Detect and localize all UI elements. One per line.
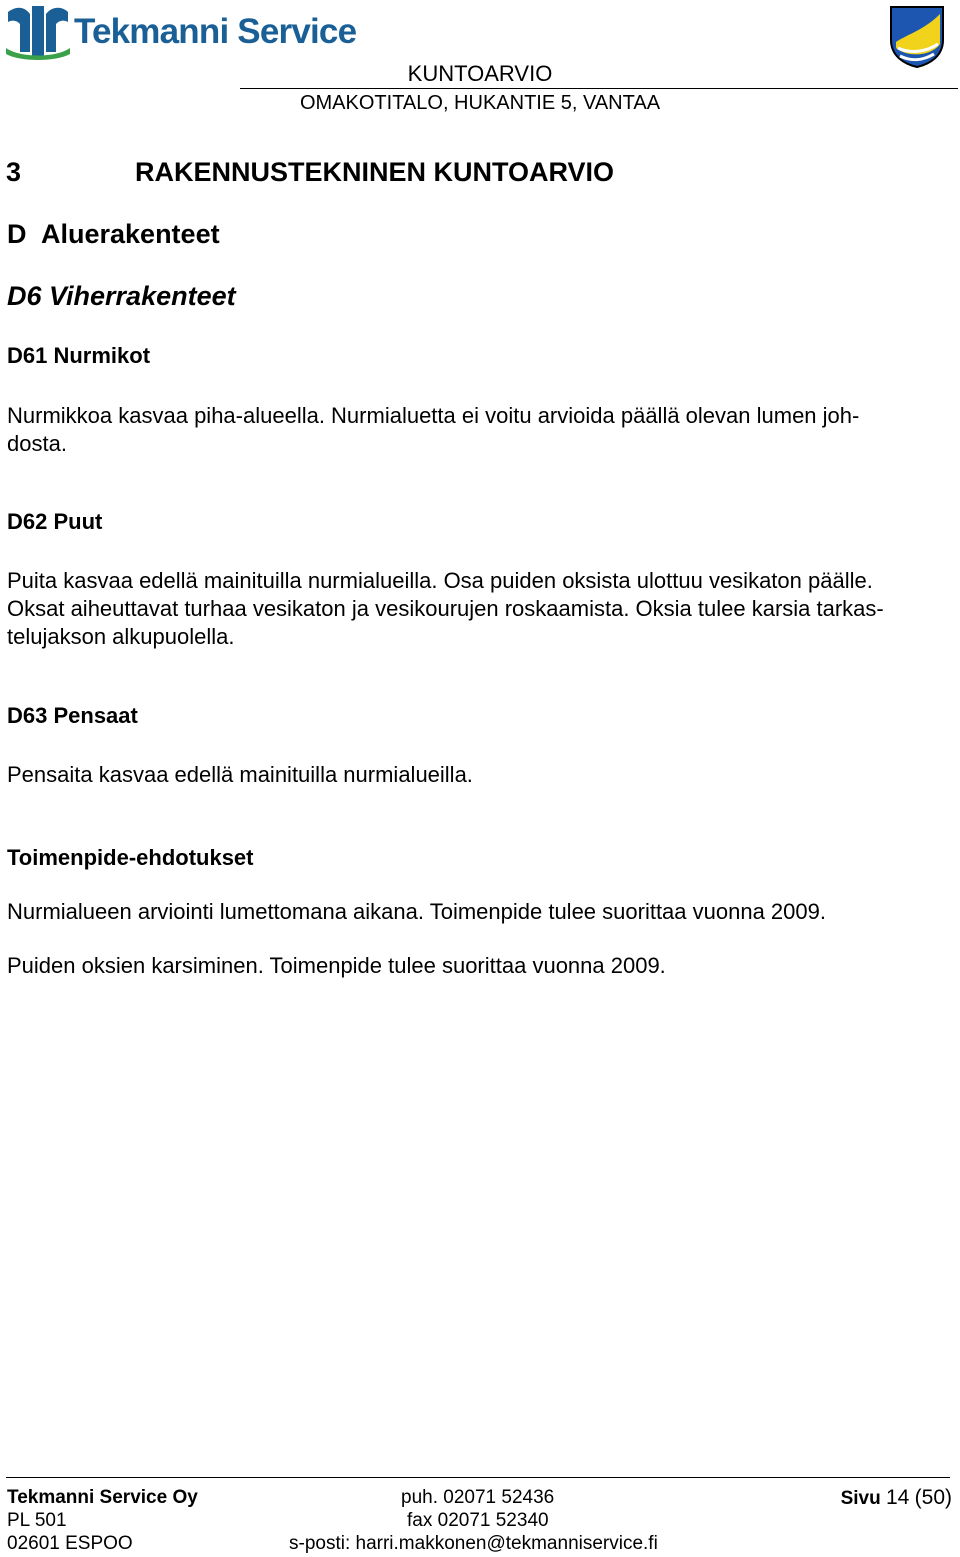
footer-page-total: (50) xyxy=(914,1486,952,1509)
d62-text-line3: telujakson alkupuolella. xyxy=(7,624,235,649)
d61-text-line1: Nurmikkoa kasvaa piha-alueella. Nurmialuetta ei voitu arvioida päällä olevan lumen joh- xyxy=(7,403,860,428)
action-item-1: Nurmialueen arviointi lumettomana aikana. Toimenpide tulee suorittaa vuonna 2009. xyxy=(7,899,826,924)
municipal-crest xyxy=(888,4,946,68)
d61-heading: D61 Nurmikot xyxy=(7,343,151,368)
logo-wordmark: Tekmanni Service xyxy=(74,12,357,51)
d62-text-line2: Oksat aiheuttavat turhaa vesikaton ja vesikourujen roskaamista. Oksia tulee karsia tarkas- xyxy=(7,596,884,621)
footer-pobox: PL 501 xyxy=(7,1510,67,1531)
logo-emblem-right-icon xyxy=(46,8,68,52)
category-title: Aluerakenteet xyxy=(41,219,220,249)
action-item-2: Puiden oksien karsiminen. Toimenpide tulee suorittaa vuonna 2009. xyxy=(7,953,666,978)
footer-city: 02601 ESPOO xyxy=(7,1533,133,1554)
actions-heading: Toimenpide-ehdotukset xyxy=(7,845,254,870)
footer-divider xyxy=(6,1477,950,1478)
footer-fax: fax 02071 52340 xyxy=(407,1510,549,1531)
header-divider xyxy=(240,88,958,89)
footer-email: s-posti: harri.makkonen@tekmanniservice.fi xyxy=(289,1533,658,1554)
d62-text-line1: Puita kasvaa edellä mainituilla nurmialueilla. Osa puiden oksista ulottuu vesikaton päälle. xyxy=(7,568,873,593)
footer-company: Tekmanni Service Oy xyxy=(7,1487,198,1508)
category-code: D xyxy=(7,219,27,249)
footer-page-label: Sivu xyxy=(840,1488,881,1509)
document-subtitle: OMAKOTITALO, HUKANTIE 5, VANTAA xyxy=(299,92,661,114)
logo-emblem-left-icon xyxy=(8,8,30,52)
footer-page-info xyxy=(841,1486,952,1510)
section-number: 3 xyxy=(6,157,22,187)
d63-text-line1: Pensaita kasvaa edellä mainituilla nurmialueilla. xyxy=(7,762,473,787)
d61-text-line2: dosta. xyxy=(7,431,67,456)
d63-heading: D63 Pensaat xyxy=(7,703,138,728)
footer-phone: puh. 02071 52436 xyxy=(401,1487,555,1508)
section-title: RAKENNUSTEKNINEN KUNTOARVIO xyxy=(135,157,615,187)
subcategory-title: D6 Viherrakenteet xyxy=(7,281,236,311)
d62-heading: D62 Puut xyxy=(7,509,103,534)
footer-page-number: 14 xyxy=(886,1486,910,1509)
logo-emblem-center-icon xyxy=(32,6,44,58)
document-title: KUNTOARVIO xyxy=(407,61,553,86)
